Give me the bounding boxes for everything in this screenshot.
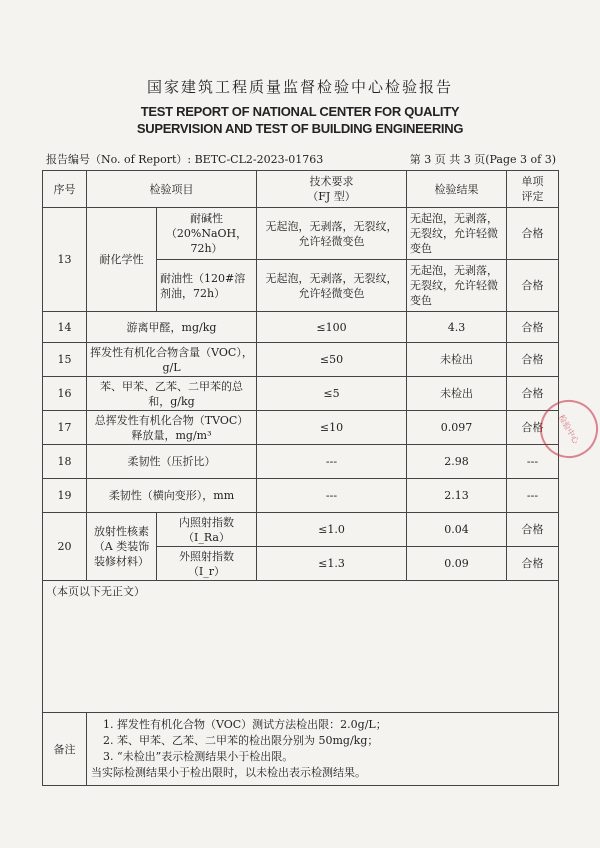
remark-line-2: 2. 苯、甲苯、乙苯、二甲苯的检出限分别为 50mg/kg； (103, 734, 379, 747)
row-requirement: 无起泡，无剥落，无裂纹， 允许轻微变色 (257, 208, 407, 260)
table-row (43, 377, 559, 411)
table-row (43, 445, 559, 479)
row-judgement: 合格 (507, 343, 559, 377)
row-result: 0.09 (407, 547, 507, 581)
table-row (43, 513, 559, 547)
row-requirement: 无起泡，无剥落，无裂纹， 允许轻微变色 (257, 260, 407, 312)
row-item: 柔韧性（横向变形），mm (87, 479, 257, 513)
row-requirement: ≤1.3 (257, 547, 407, 581)
table-row (43, 343, 559, 377)
row-requirement: ≤100 (257, 312, 407, 343)
row-judgement: --- (507, 445, 559, 479)
row-judgement: 合格 (507, 513, 559, 547)
table-row (43, 479, 559, 513)
row-no: 19 (43, 479, 87, 513)
end-of-content-note: （本页以下无正文） (43, 581, 559, 713)
row-judgement: 合格 (507, 208, 559, 260)
row-category: 放射性核素 （A 类装饰 装修材料） (87, 513, 157, 581)
row-category: 耐化学性 (87, 208, 157, 312)
row-no: 14 (43, 312, 87, 343)
remark-line-4: 当实际检测结果小于检出限时，以未检出表示检测结果。 (91, 766, 366, 779)
report-title-cn: 国家建筑工程质量监督检验中心检验报告 (146, 78, 453, 96)
row-item: 游离甲醛，mg/kg (87, 312, 257, 343)
row-requirement: ≤50 (257, 343, 407, 377)
row-requirement: --- (257, 479, 407, 513)
page-info: 第 3 页 共 3 页(Page 3 of 3) (409, 153, 556, 166)
remarks-row (43, 713, 559, 786)
row-requirement: ≤10 (257, 411, 407, 445)
row-subitem: 外照射指数 （I_r） (157, 547, 257, 581)
row-subitem: 耐油性（120#溶 剂油，72h） (157, 260, 257, 312)
row-result: 未检出 (407, 343, 507, 377)
row-result: 0.04 (407, 513, 507, 547)
remarks-content (87, 713, 559, 786)
header-result: 检验结果 (407, 171, 507, 208)
official-seal: 检验中心 (529, 389, 600, 468)
row-judgement: 合格 (507, 377, 559, 411)
row-requirement: --- (257, 445, 407, 479)
header-item: 检验项目 (87, 171, 257, 208)
report-number: 报告编号（No. of Report）: BETC-CL2-2023-01763 (46, 153, 324, 166)
row-requirement: ≤5 (257, 377, 407, 411)
report-title-en-line1: TEST REPORT OF NATIONAL CENTER FOR QUALITY (140, 104, 460, 119)
row-no: 15 (43, 343, 87, 377)
row-result: 未检出 (407, 377, 507, 411)
row-requirement: ≤1.0 (257, 513, 407, 547)
header-requirement: 技术要求 （FJ 型） (257, 171, 407, 208)
row-result: 2.13 (407, 479, 507, 513)
remark-line-1: 1. 挥发性有机化合物（VOC）测试方法检出限：2.0g/L； (103, 718, 387, 731)
row-result: 2.98 (407, 445, 507, 479)
row-judgement: 合格 (507, 260, 559, 312)
table-row (43, 208, 559, 260)
row-item: 挥发性有机化合物含量（VOC）， g/L (87, 343, 257, 377)
row-judgement: 合格 (507, 547, 559, 581)
row-item: 苯、甲苯、乙苯、二甲苯的总 和，g/kg (87, 377, 257, 411)
row-subitem: 耐碱性 （20%NaOH，72h） (157, 208, 257, 260)
row-subitem: 内照射指数 （I_Ra） (157, 513, 257, 547)
table-row (43, 312, 559, 343)
remarks-label: 备注 (43, 713, 87, 786)
row-result: 4.3 (407, 312, 507, 343)
table-header-row (43, 171, 559, 208)
header-judgement: 单项 评定 (507, 171, 559, 208)
row-no: 18 (43, 445, 87, 479)
row-judgement: 合格 (507, 312, 559, 343)
row-judgement: 合格 (507, 411, 559, 445)
report-title-en-line2: SUPERVISION AND TEST OF BUILDING ENGINEERING (136, 121, 464, 136)
row-no: 16 (43, 377, 87, 411)
end-of-content-row (43, 581, 559, 713)
row-no: 20 (43, 513, 87, 581)
row-no: 13 (43, 208, 87, 312)
row-judgement: --- (507, 479, 559, 513)
row-item: 总挥发性有机化合物（TVOC） 释放量，mg/m³ (87, 411, 257, 445)
row-no: 17 (43, 411, 87, 445)
row-result: 无起泡，无剥落， 无裂纹，允许轻微 变色 (407, 260, 507, 312)
test-results-table (42, 170, 559, 786)
row-result: 0.097 (407, 411, 507, 445)
header-no: 序号 (43, 171, 87, 208)
row-item: 柔韧性（压折比） (87, 445, 257, 479)
row-result: 无起泡，无剥落， 无裂纹，允许轻微 变色 (407, 208, 507, 260)
remark-line-3: 3. “未检出”表示检测结果小于检出限。 (103, 750, 294, 763)
table-row (43, 411, 559, 445)
